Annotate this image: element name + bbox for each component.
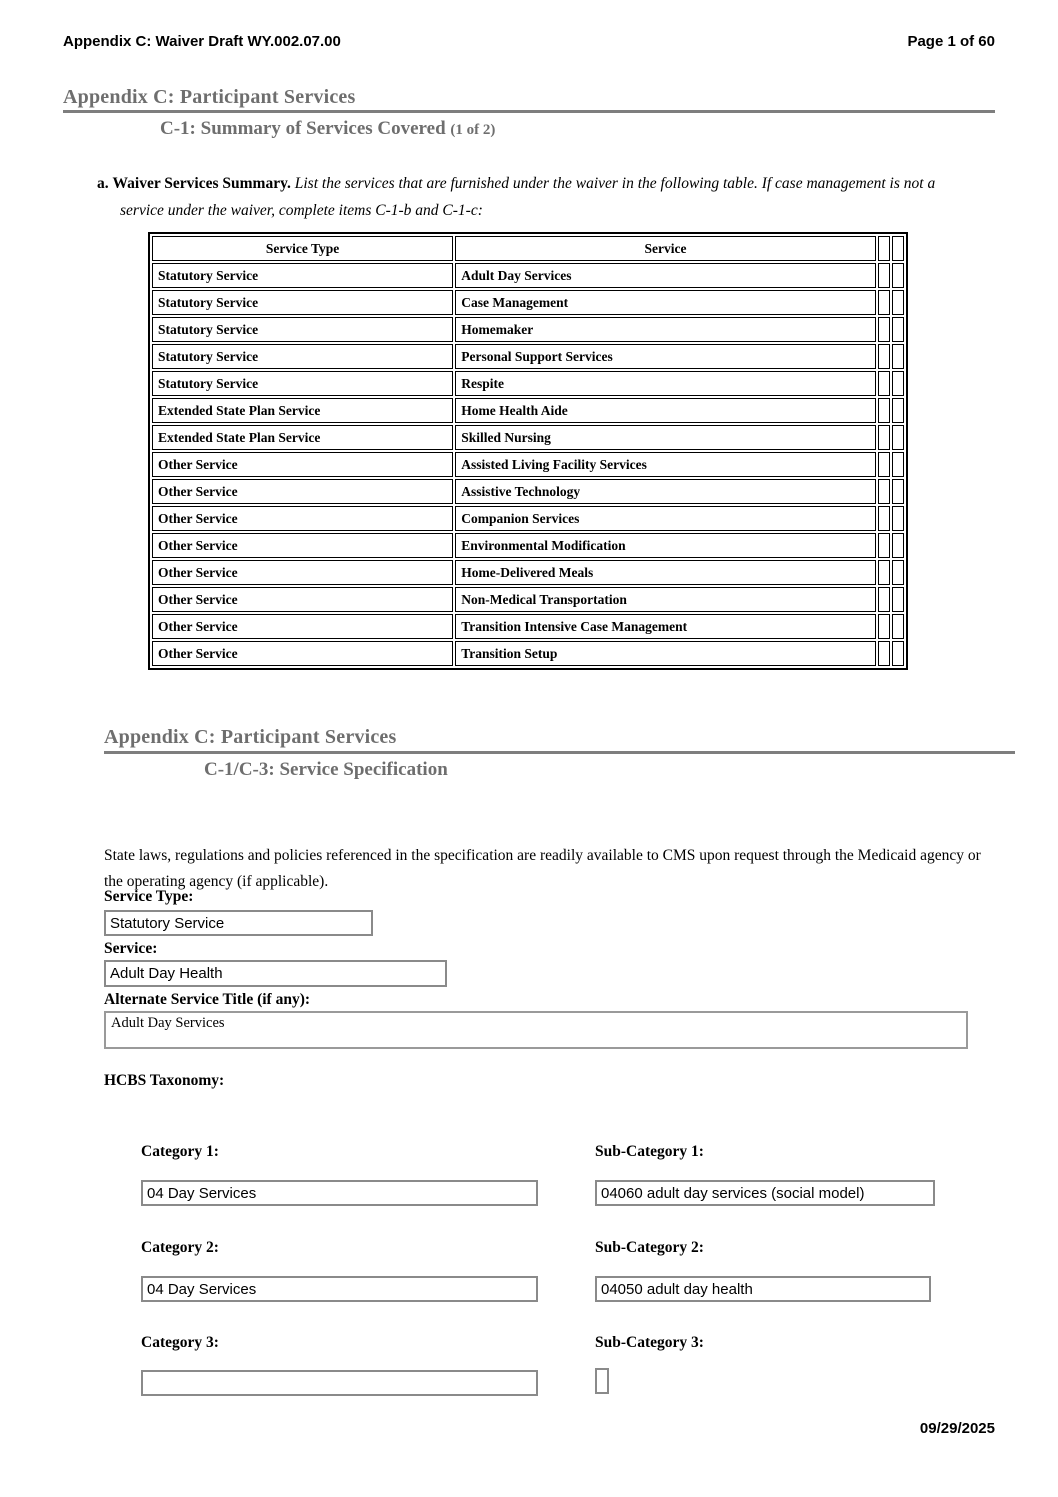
document-title: Appendix C: Waiver Draft WY.002.07.00	[63, 33, 341, 50]
hcbs-taxonomy-label: HCBS Taxonomy:	[104, 1072, 225, 1089]
service-cell: Personal Support Services	[455, 344, 876, 369]
empty-header-cell	[892, 236, 904, 261]
empty-cell	[878, 533, 890, 558]
empty-cell	[892, 533, 904, 558]
table-row	[152, 479, 904, 504]
empty-cell	[892, 344, 904, 369]
service-cell: Transition Intensive Case Management	[455, 614, 876, 639]
empty-cell	[878, 263, 890, 288]
category-2-input[interactable]	[141, 1276, 538, 1302]
service-type-cell: Other Service	[152, 533, 453, 558]
service-type-cell: Other Service	[152, 479, 453, 504]
empty-cell	[878, 344, 890, 369]
section2-subtitle	[204, 759, 448, 781]
sub-category-3-label: Sub-Category 3:	[595, 1334, 704, 1351]
category-1-input[interactable]	[141, 1180, 538, 1206]
service-input[interactable]	[104, 960, 447, 987]
category-3-label: Category 3:	[141, 1334, 219, 1351]
empty-cell	[878, 317, 890, 342]
empty-cell	[892, 560, 904, 585]
service-cell: Homemaker	[455, 317, 876, 342]
service-cell: Assisted Living Facility Services	[455, 452, 876, 477]
category-3-input[interactable]	[141, 1370, 538, 1396]
empty-cell	[878, 425, 890, 450]
service-type-cell: Statutory Service	[152, 290, 453, 315]
alternate-service-title-label: Alternate Service Title (if any):	[104, 991, 311, 1008]
page-header	[63, 33, 995, 50]
service-type-cell: Extended State Plan Service	[152, 425, 453, 450]
service-type-cell: Statutory Service	[152, 263, 453, 288]
section2-subtitle-text: C-1/C-3: Service Specification	[204, 759, 448, 780]
empty-cell	[892, 587, 904, 612]
empty-cell	[892, 263, 904, 288]
service-type-cell: Other Service	[152, 587, 453, 612]
service-type-cell: Other Service	[152, 560, 453, 585]
sub-category-3-input[interactable]	[595, 1368, 609, 1394]
section2-rule	[104, 751, 1015, 754]
service-cell: Adult Day Services	[455, 263, 876, 288]
empty-cell	[878, 479, 890, 504]
service-type-cell: Extended State Plan Service	[152, 398, 453, 423]
table-row	[152, 317, 904, 342]
empty-cell	[892, 506, 904, 531]
page-number: Page 1 of 60	[907, 33, 995, 50]
empty-cell	[892, 425, 904, 450]
sub-category-2-input[interactable]	[595, 1276, 931, 1302]
empty-cell	[892, 614, 904, 639]
empty-header-cell	[878, 236, 890, 261]
section1-subtitle-suffix: (1 of 2)	[450, 122, 496, 138]
item-instruction: List the services that are furnished under the waiver in the following table. If case management is not a service under the waiver, complete items C-1-b and C-1-c:	[120, 175, 936, 219]
empty-cell	[878, 506, 890, 531]
empty-cell	[878, 452, 890, 477]
service-cell: Non-Medical Transportation	[455, 587, 876, 612]
empty-cell	[878, 371, 890, 396]
empty-cell	[878, 641, 890, 666]
empty-cell	[892, 641, 904, 666]
table-row	[152, 641, 904, 666]
service-cell: Companion Services	[455, 506, 876, 531]
section1-subtitle	[160, 118, 495, 140]
table-row	[152, 344, 904, 369]
table-row	[152, 560, 904, 585]
service-cell: Home-Delivered Meals	[455, 560, 876, 585]
state-laws-paragraph: State laws, regulations and policies referenced in the specification are readily available to CMS upon request through the Medicaid agency or the operating agency (if applicable).	[104, 847, 981, 890]
service-cell: Skilled Nursing	[455, 425, 876, 450]
table-row	[152, 506, 904, 531]
service-cell: Home Health Aide	[455, 398, 876, 423]
service-cell: Respite	[455, 371, 876, 396]
service-type-cell: Other Service	[152, 614, 453, 639]
service-type-cell: Statutory Service	[152, 344, 453, 369]
table-row	[152, 290, 904, 315]
empty-cell	[878, 560, 890, 585]
section1-title: Appendix C: Participant Services	[63, 86, 356, 108]
service-type-label: Service Type:	[104, 888, 194, 905]
sub-category-2-label: Sub-Category 2:	[595, 1239, 704, 1256]
table-row	[152, 263, 904, 288]
empty-cell	[878, 398, 890, 423]
empty-cell	[892, 398, 904, 423]
empty-cell	[878, 614, 890, 639]
table-row	[152, 371, 904, 396]
category-2-label: Category 2:	[141, 1239, 219, 1256]
table-row	[152, 452, 904, 477]
empty-cell	[878, 290, 890, 315]
service-type-cell: Other Service	[152, 641, 453, 666]
table-header-row	[152, 236, 904, 261]
section1-rule	[63, 110, 995, 113]
table-row	[152, 398, 904, 423]
footer-date: 09/29/2025	[919, 1420, 995, 1437]
service-cell: Transition Setup	[455, 641, 876, 666]
empty-cell	[892, 479, 904, 504]
empty-cell	[892, 290, 904, 315]
empty-cell	[892, 317, 904, 342]
sub-category-1-input[interactable]	[595, 1180, 935, 1206]
table-row	[152, 533, 904, 558]
service-type-input[interactable]	[104, 910, 373, 936]
category-1-label: Category 1:	[141, 1143, 219, 1160]
alternate-service-title-input[interactable]: Adult Day Services	[104, 1011, 968, 1049]
service-cell: Assistive Technology	[455, 479, 876, 504]
table-row	[152, 614, 904, 639]
services-table	[148, 232, 908, 670]
service-cell: Case Management	[455, 290, 876, 315]
empty-cell	[878, 587, 890, 612]
service-label: Service:	[104, 940, 158, 957]
empty-cell	[892, 371, 904, 396]
waiver-services-summary-paragraph	[97, 170, 945, 224]
service-cell: Environmental Modification	[455, 533, 876, 558]
service-type-cell: Other Service	[152, 452, 453, 477]
section1-subtitle-text: C-1: Summary of Services Covered	[160, 118, 446, 139]
service-type-cell: Statutory Service	[152, 371, 453, 396]
item-letter: a.	[97, 175, 109, 192]
empty-cell	[892, 452, 904, 477]
table-row	[152, 425, 904, 450]
service-header: Service	[455, 236, 876, 261]
item-label: Waiver Services Summary.	[112, 175, 291, 192]
service-type-cell: Other Service	[152, 506, 453, 531]
sub-category-1-label: Sub-Category 1:	[595, 1143, 704, 1160]
section2-title: Appendix C: Participant Services	[104, 726, 397, 748]
service-type-cell: Statutory Service	[152, 317, 453, 342]
service-type-header: Service Type	[152, 236, 453, 261]
table-row	[152, 587, 904, 612]
